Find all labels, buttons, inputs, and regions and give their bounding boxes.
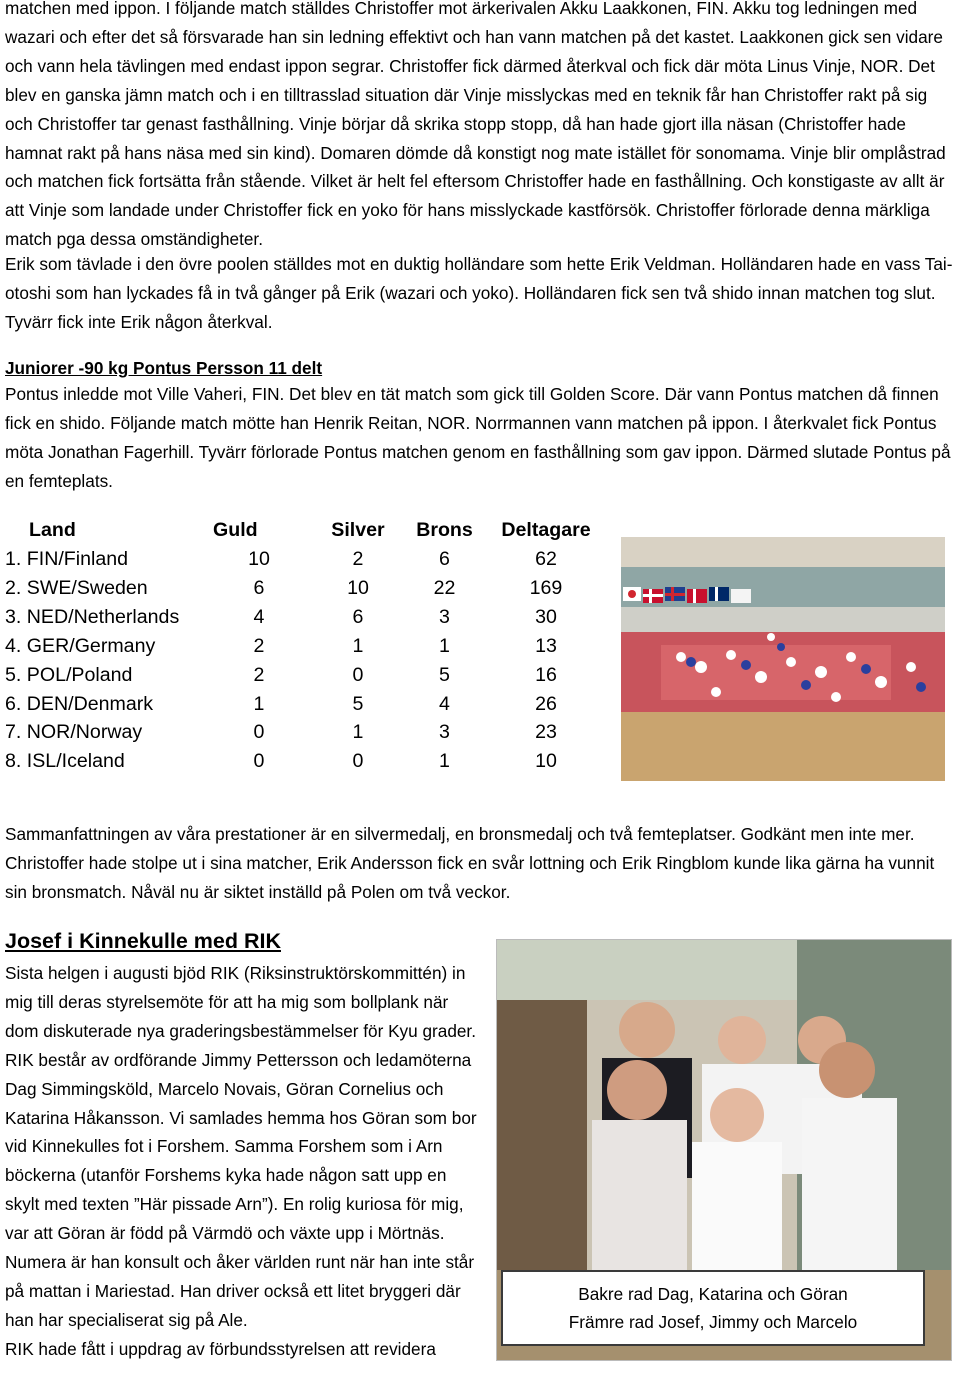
results-cell-country: 7. NOR/Norway (5, 721, 143, 744)
results-cell-silver: 6 (352, 605, 364, 628)
josef-section-title (5, 926, 281, 956)
results-row (5, 661, 602, 690)
results-cell-bronze: 3 (439, 721, 450, 744)
header-guld: Guld (213, 518, 258, 541)
junior-heading (5, 357, 322, 379)
results-header-row (5, 515, 602, 545)
results-cell-participants: 26 (535, 692, 557, 715)
josef-paragraph-line: RIK hade fått i uppdrag av förbundsstyrelsen att revidera (5, 1338, 436, 1359)
results-cell-gold: 0 (253, 750, 265, 773)
results-cell-gold: 4 (253, 605, 265, 628)
header-land: Land (29, 518, 76, 541)
results-cell-gold: 10 (248, 548, 270, 570)
header-brons: Brons (416, 518, 473, 541)
results-cell-silver: 10 (347, 576, 369, 599)
results-cell-country: 6. DEN/Denmark (5, 692, 154, 715)
results-row (5, 690, 602, 719)
pontus-paragraph: Pontus inledde mot Ville Vaheri, FIN. Det blev en tät match som gick till Golden Score. Där vann Pontus matchen då finnen fick en shido. Följande match mötte han Henrik Reitan, NOR. Norrmannen vann matchen på ippon. I återkvalet fick Pontus möta Jonathan Fagerhill. Tyvärr förlorade Pontus matchen genom en fasthållning som gav ippon. Därmed slutade Pontus på en femteplats. (5, 384, 951, 491)
results-cell-bronze: 3 (439, 605, 450, 628)
erik-paragraph: Erik som tävlade i den övre poolen ställdes mot en duktig holländare som hette Erik Veldman. Holländaren hade en vass Tai-otoshi som han lyckades få in två gånger på Erik (wazari och yoko). Holländaren fick sen två shido innan matchen tog slut. Tyvärr fick inte Erik någon återkval. (5, 254, 953, 332)
caption-line-1: Bakre rad Dag, Katarina och Göran (578, 1284, 848, 1304)
results-cell-silver: 2 (352, 548, 364, 570)
results-cell-country: 5. POL/Poland (5, 663, 133, 686)
photo-caption (501, 1270, 925, 1346)
results-row (5, 718, 602, 747)
josef-title-text: Josef i Kinnekulle med RIK (5, 929, 281, 953)
gym-photo-image (621, 537, 945, 781)
results-cell-bronze: 22 (433, 576, 456, 599)
results-cell-gold: 2 (253, 634, 265, 657)
results-cell-gold: 6 (253, 576, 265, 599)
results-body (5, 545, 602, 776)
results-cell-participants: 169 (529, 576, 563, 599)
intro-paragraph: matchen med ippon. I följande match ställdes Christoffer mot ärkerivalen Akku Laakkonen, FIN. Akku tog ledningen med wazari och efter det så försvarade han sin ledning effektivt och han vann matchen på det kastet. Laakkonen gick sen vidare och vann hela tävlingen med endast ippon segrar. Christoffer fick därmed återkval och fick där möta Linus Vinje, NOR. Det blev en ganska jämn match och i en tilltrasslad situation där Vinje misslyckas med en teknik får han Christoffer rakt på sig och Christoffer tar genast fasthållning. Vinje börjar då skrika stopp stopp, då han hade gjort illa näsan (Christoffer hade hamnat rakt på hans näsa med sin kind). Domaren dömde då konstigt nog mate istället för sonomama. Vinje blir omplåstrad och matchen fick fortsätta från stående. Vilket är helt fel eftersom Christoffer hade en fasthållning. Och konstigaste av allt är att Vinje som landade under Christoffer fick en yoko för hans misslyckade kastförsök. Christoffer förlorade denna märkliga match pga dessa omständigheter. (5, 0, 946, 250)
header-silver: Silver (331, 518, 385, 541)
results-row (5, 632, 602, 661)
josef-paragraph-line: Sista helgen i augusti bjöd RIK (Riksinstruktörskommittén) in mig till deras styrelsemöte för att ha mig som bollplank när dom diskuterade nya graderingsbestämmelser för Kyu grader. RIK består av ordförande Jimmy Pettersson och ledamöterna Dag Simmingsköld, Marcelo Novais, Göran Cornelius och Katarina Håkansson. Vi samlades hemma hos Göran som bor vid Kinnekulles fot i Forshem. Samma Forshem som i Arn böckerna (utanför Forshems kyka hade någon satt upp en skylt med texten ”Här pissade Arn”). En rolig kuriosa för mig, var att Göran är född på Värmdö och växte upp i Mörtnäs. Numera är han konsult och åker världen runt när han inte står på mattan i Mariestad. Han driver också ett litet bryggeri där han har specialiserat sig på Ale. (5, 963, 477, 1330)
results-cell-gold: 1 (253, 692, 265, 715)
results-cell-participants: 10 (535, 750, 557, 773)
results-cell-bronze: 4 (439, 692, 450, 715)
results-cell-country: 3. NED/Netherlands (5, 605, 180, 628)
results-cell-bronze: 1 (439, 634, 450, 657)
results-cell-gold: 2 (253, 663, 265, 686)
results-cell-participants: 62 (535, 548, 557, 570)
results-cell-participants: 13 (535, 634, 557, 657)
junior-heading-text: Juniorer -90 kg Pontus Persson 11 delt (5, 358, 323, 378)
results-cell-country: 1. FIN/Finland (5, 548, 129, 570)
results-cell-country: 4. GER/Germany (5, 634, 156, 657)
summary-paragraph: Sammanfattningen av våra prestationer är en silvermedalj, en bronsmedalj och två femteplatser. Godkänt men inte mer. Christoffer hade stolpe ut i sina matcher, Erik Andersson fick en svår lottning och Erik Ringblom kunde lika gärna ha vunnit sin bronsmatch. Nåväl nu är siktet inställd på Polen om två veckor. (5, 824, 935, 902)
results-row (5, 574, 602, 603)
results-cell-silver: 1 (352, 634, 364, 657)
results-cell-bronze: 6 (439, 548, 450, 570)
gym-photo (621, 537, 945, 781)
results-cell-participants: 23 (535, 721, 557, 744)
results-cell-silver: 0 (352, 750, 364, 773)
results-row (5, 545, 602, 574)
results-cell-silver: 0 (352, 663, 364, 686)
results-cell-country: 8. ISL/Iceland (5, 750, 125, 773)
results-row (5, 603, 602, 632)
results-cell-country: 2. SWE/Sweden (5, 576, 148, 599)
caption-line-2: Främre rad Josef, Jimmy och Marcelo (568, 1312, 858, 1332)
results-row (5, 747, 602, 776)
results-cell-gold: 0 (253, 721, 265, 744)
results-cell-silver: 5 (352, 692, 364, 715)
josef-paragraph (5, 959, 485, 1364)
header-deltagare: Deltagare (501, 518, 591, 541)
results-cell-silver: 1 (352, 721, 364, 744)
results-cell-bronze: 5 (439, 663, 450, 686)
results-table (5, 515, 602, 776)
results-cell-participants: 30 (535, 605, 557, 628)
results-cell-participants: 16 (535, 663, 557, 686)
results-cell-bronze: 1 (439, 750, 450, 773)
